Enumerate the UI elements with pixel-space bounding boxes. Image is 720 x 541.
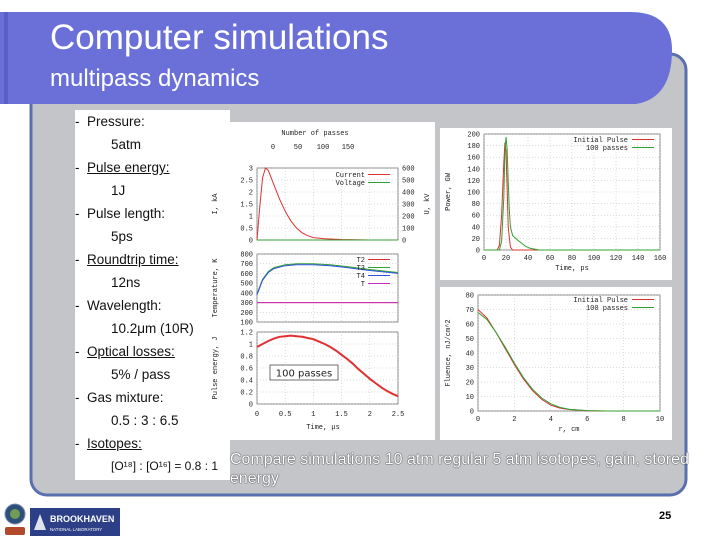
x-tick-label: 100 bbox=[587, 255, 601, 263]
y-tick-label: 2.5 bbox=[240, 177, 253, 186]
y-axis-label: Power, GW bbox=[445, 173, 453, 211]
y-tick-label: 80 bbox=[471, 201, 480, 210]
top-axis-tick-label: 100 bbox=[316, 144, 330, 152]
x-tick-label: 0.5 bbox=[278, 411, 292, 419]
x-tick-label: 160 bbox=[653, 255, 667, 263]
param-label-roundtrip-time: Roundtrip time: bbox=[87, 252, 179, 267]
x-tick-label: 0 bbox=[254, 411, 260, 419]
y-tick-label: 40 bbox=[471, 224, 480, 233]
y-tick-label: 100 bbox=[467, 189, 480, 198]
y2-tick-label: 100 bbox=[402, 225, 415, 234]
legend-entry-label: T2 bbox=[356, 257, 365, 265]
y-tick-label: 0.8 bbox=[240, 353, 253, 362]
x-tick-label: 0 bbox=[481, 255, 487, 263]
top-axis-tick-label: 150 bbox=[341, 144, 355, 152]
top-axis-tick-label: 50 bbox=[293, 144, 303, 152]
legend-entry-label: Initial Pulse bbox=[573, 137, 628, 145]
chart-fluence-svg bbox=[440, 287, 672, 440]
brookhaven-logo-mark bbox=[30, 508, 120, 536]
y-tick-label: 0 bbox=[469, 408, 474, 417]
brookhaven-logo-name: BROOKHAVEN bbox=[50, 514, 115, 524]
legend-entry-label: Voltage bbox=[335, 180, 365, 188]
param-label-pulse-energy: Pulse energy: bbox=[87, 160, 170, 175]
x-tick-label: 2.5 bbox=[391, 411, 405, 419]
y-axis-label: I, kA bbox=[212, 193, 220, 215]
x-tick-label: 4 bbox=[548, 416, 553, 424]
param-label-isotopes: Isotopes: bbox=[87, 436, 142, 451]
x-axis-label: Time, μs bbox=[306, 424, 340, 432]
param-label-pulse-length: Pulse length: bbox=[87, 206, 166, 221]
param-value-optical-losses: 5% / pass bbox=[111, 367, 171, 382]
x-tick-label: 80 bbox=[567, 255, 577, 263]
y2-tick-label: 0 bbox=[402, 237, 407, 246]
legend-entry-label: Current bbox=[335, 172, 365, 180]
param-label-wavelength: Wavelength: bbox=[87, 298, 162, 313]
y-tick-label: 800 bbox=[240, 251, 253, 260]
param-value-pressure: 5atm bbox=[111, 137, 142, 152]
x-axis-label: Time, ps bbox=[555, 265, 589, 273]
y-tick-label: 20 bbox=[465, 379, 474, 388]
param-value-wavelength: 10.2μm (10R) bbox=[111, 321, 194, 336]
x-tick-label: 140 bbox=[631, 255, 645, 263]
y-tick-label: 50 bbox=[465, 336, 474, 344]
series-line-t3 bbox=[257, 264, 398, 294]
y-axis-label: Temperature, K bbox=[212, 258, 220, 318]
x-tick-label: 2 bbox=[367, 411, 372, 419]
y-tick-label: 700 bbox=[240, 261, 253, 270]
y2-tick-label: 500 bbox=[402, 177, 415, 186]
annotation-label: 100 passes bbox=[275, 368, 333, 380]
y-tick-label: 100 bbox=[240, 319, 253, 328]
x-tick-label: 60 bbox=[545, 255, 555, 263]
y-tick-label: 0 bbox=[248, 237, 253, 246]
list-dash: - bbox=[75, 160, 80, 175]
param-label-pressure: Pressure: bbox=[87, 114, 145, 129]
title-accent-bar bbox=[4, 12, 8, 104]
series-line-initial-pulse bbox=[478, 310, 660, 412]
y-tick-label: 40 bbox=[465, 350, 474, 359]
list-dash: - bbox=[75, 344, 80, 359]
y-tick-label: 600 bbox=[240, 270, 253, 279]
list-dash: - bbox=[75, 114, 80, 129]
param-label-gas-mixture: Gas mixture: bbox=[87, 390, 164, 405]
series-line-100-passes bbox=[478, 312, 660, 411]
list-dash: - bbox=[75, 390, 80, 405]
y-tick-label: 0 bbox=[248, 401, 253, 410]
y-tick-label: 80 bbox=[465, 292, 474, 301]
y-tick-label: 1 bbox=[248, 341, 253, 350]
x-tick-label: 6 bbox=[585, 416, 590, 424]
y-tick-label: 1 bbox=[248, 213, 253, 222]
legend-entry-label: T4 bbox=[356, 273, 365, 281]
x-tick-label: 0 bbox=[475, 416, 481, 424]
y-tick-label: 200 bbox=[467, 131, 480, 140]
y-tick-label: 120 bbox=[467, 177, 480, 186]
y-tick-label: 300 bbox=[240, 300, 253, 309]
y-tick-label: 180 bbox=[467, 143, 480, 152]
y-tick-label: 10 bbox=[465, 394, 474, 402]
slide-number: 25 bbox=[659, 510, 672, 522]
list-dash: - bbox=[75, 206, 80, 221]
chart-power bbox=[440, 128, 672, 280]
param-value-pulse-energy: 1J bbox=[111, 183, 126, 198]
y-tick-label: 0.6 bbox=[240, 365, 253, 374]
top-axis-label: Number of passes bbox=[281, 130, 349, 138]
y-tick-label: 60 bbox=[471, 212, 480, 221]
y2-tick-label: 300 bbox=[402, 201, 415, 210]
y-tick-label: 1.2 bbox=[240, 329, 253, 338]
y-tick-label: 2 bbox=[248, 189, 253, 198]
slide-subtitle: multipass dynamics bbox=[50, 65, 260, 92]
x-axis-label: r, cm bbox=[558, 426, 580, 434]
y-tick-label: 0 bbox=[475, 247, 480, 256]
x-tick-label: 10 bbox=[655, 416, 665, 424]
y-tick-label: 20 bbox=[471, 235, 480, 244]
chart-discharge-dynamics bbox=[205, 122, 435, 440]
legend-entry-label: 100 passes bbox=[585, 145, 628, 153]
doe-seal-logo bbox=[2, 503, 28, 536]
x-tick-label: 8 bbox=[621, 416, 626, 424]
top-axis-tick-label: 0 bbox=[270, 144, 276, 152]
y2-axis-label: U, kV bbox=[424, 193, 432, 215]
y-tick-label: 60 bbox=[465, 321, 474, 330]
y-tick-label: 200 bbox=[240, 309, 253, 318]
x-tick-label: 1.5 bbox=[335, 411, 348, 419]
y2-tick-label: 400 bbox=[402, 189, 415, 198]
y-tick-label: 0.4 bbox=[240, 377, 253, 386]
x-tick-label: 1 bbox=[311, 411, 316, 419]
chart-power-svg bbox=[440, 128, 672, 280]
brookhaven-logo-sub: NATIONAL LABORATORY bbox=[50, 527, 103, 532]
y-axis-label: Fluence, nJ/cm^2 bbox=[445, 319, 453, 387]
series-line-t4 bbox=[257, 265, 398, 295]
legend-entry-label: 100 passes bbox=[585, 305, 628, 313]
param-label-optical-losses: Optical losses: bbox=[87, 344, 175, 359]
list-dash: - bbox=[75, 298, 80, 313]
y-tick-label: 1.5 bbox=[240, 201, 253, 210]
slide-caption: Compare simulations 10 atm regular 5 atm isotopes, gain, stored energy bbox=[230, 451, 689, 487]
y-tick-label: 70 bbox=[465, 307, 474, 315]
param-value-roundtrip-time: 12ns bbox=[111, 275, 141, 290]
legend-entry-label: T3 bbox=[356, 265, 365, 273]
x-tick-label: 20 bbox=[501, 255, 511, 263]
x-tick-label: 40 bbox=[523, 255, 533, 263]
y-axis-label: Pulse energy, J bbox=[212, 336, 220, 400]
y-tick-label: 160 bbox=[467, 154, 480, 163]
list-dash: - bbox=[75, 252, 80, 267]
list-dash: - bbox=[75, 436, 80, 451]
y-tick-label: 0.2 bbox=[240, 389, 253, 398]
y-tick-label: 400 bbox=[240, 290, 253, 299]
param-value-isotopes: [O¹⁸] : [O¹⁶] = 0.8 : 1 bbox=[111, 459, 219, 473]
y2-tick-label: 600 bbox=[402, 165, 415, 174]
legend-entry-label: Initial Pulse bbox=[573, 297, 628, 305]
y-tick-label: 0.5 bbox=[240, 225, 253, 234]
slide-title: Computer simulations bbox=[50, 18, 389, 57]
y-tick-label: 140 bbox=[467, 166, 480, 175]
brookhaven-logo bbox=[30, 508, 120, 536]
legend-entry-label: T bbox=[360, 281, 365, 289]
y-tick-label: 3 bbox=[248, 165, 253, 174]
x-tick-label: 120 bbox=[609, 255, 623, 263]
y-tick-label: 30 bbox=[465, 365, 474, 373]
param-value-gas-mixture: 0.5 : 3 : 6.5 bbox=[111, 413, 179, 428]
chart-discharge-svg bbox=[205, 122, 435, 440]
chart-fluence bbox=[440, 287, 672, 440]
param-value-pulse-length: 5ps bbox=[111, 229, 133, 244]
y-tick-label: 500 bbox=[240, 280, 253, 289]
y2-tick-label: 200 bbox=[402, 213, 415, 222]
x-tick-label: 2 bbox=[512, 416, 517, 424]
